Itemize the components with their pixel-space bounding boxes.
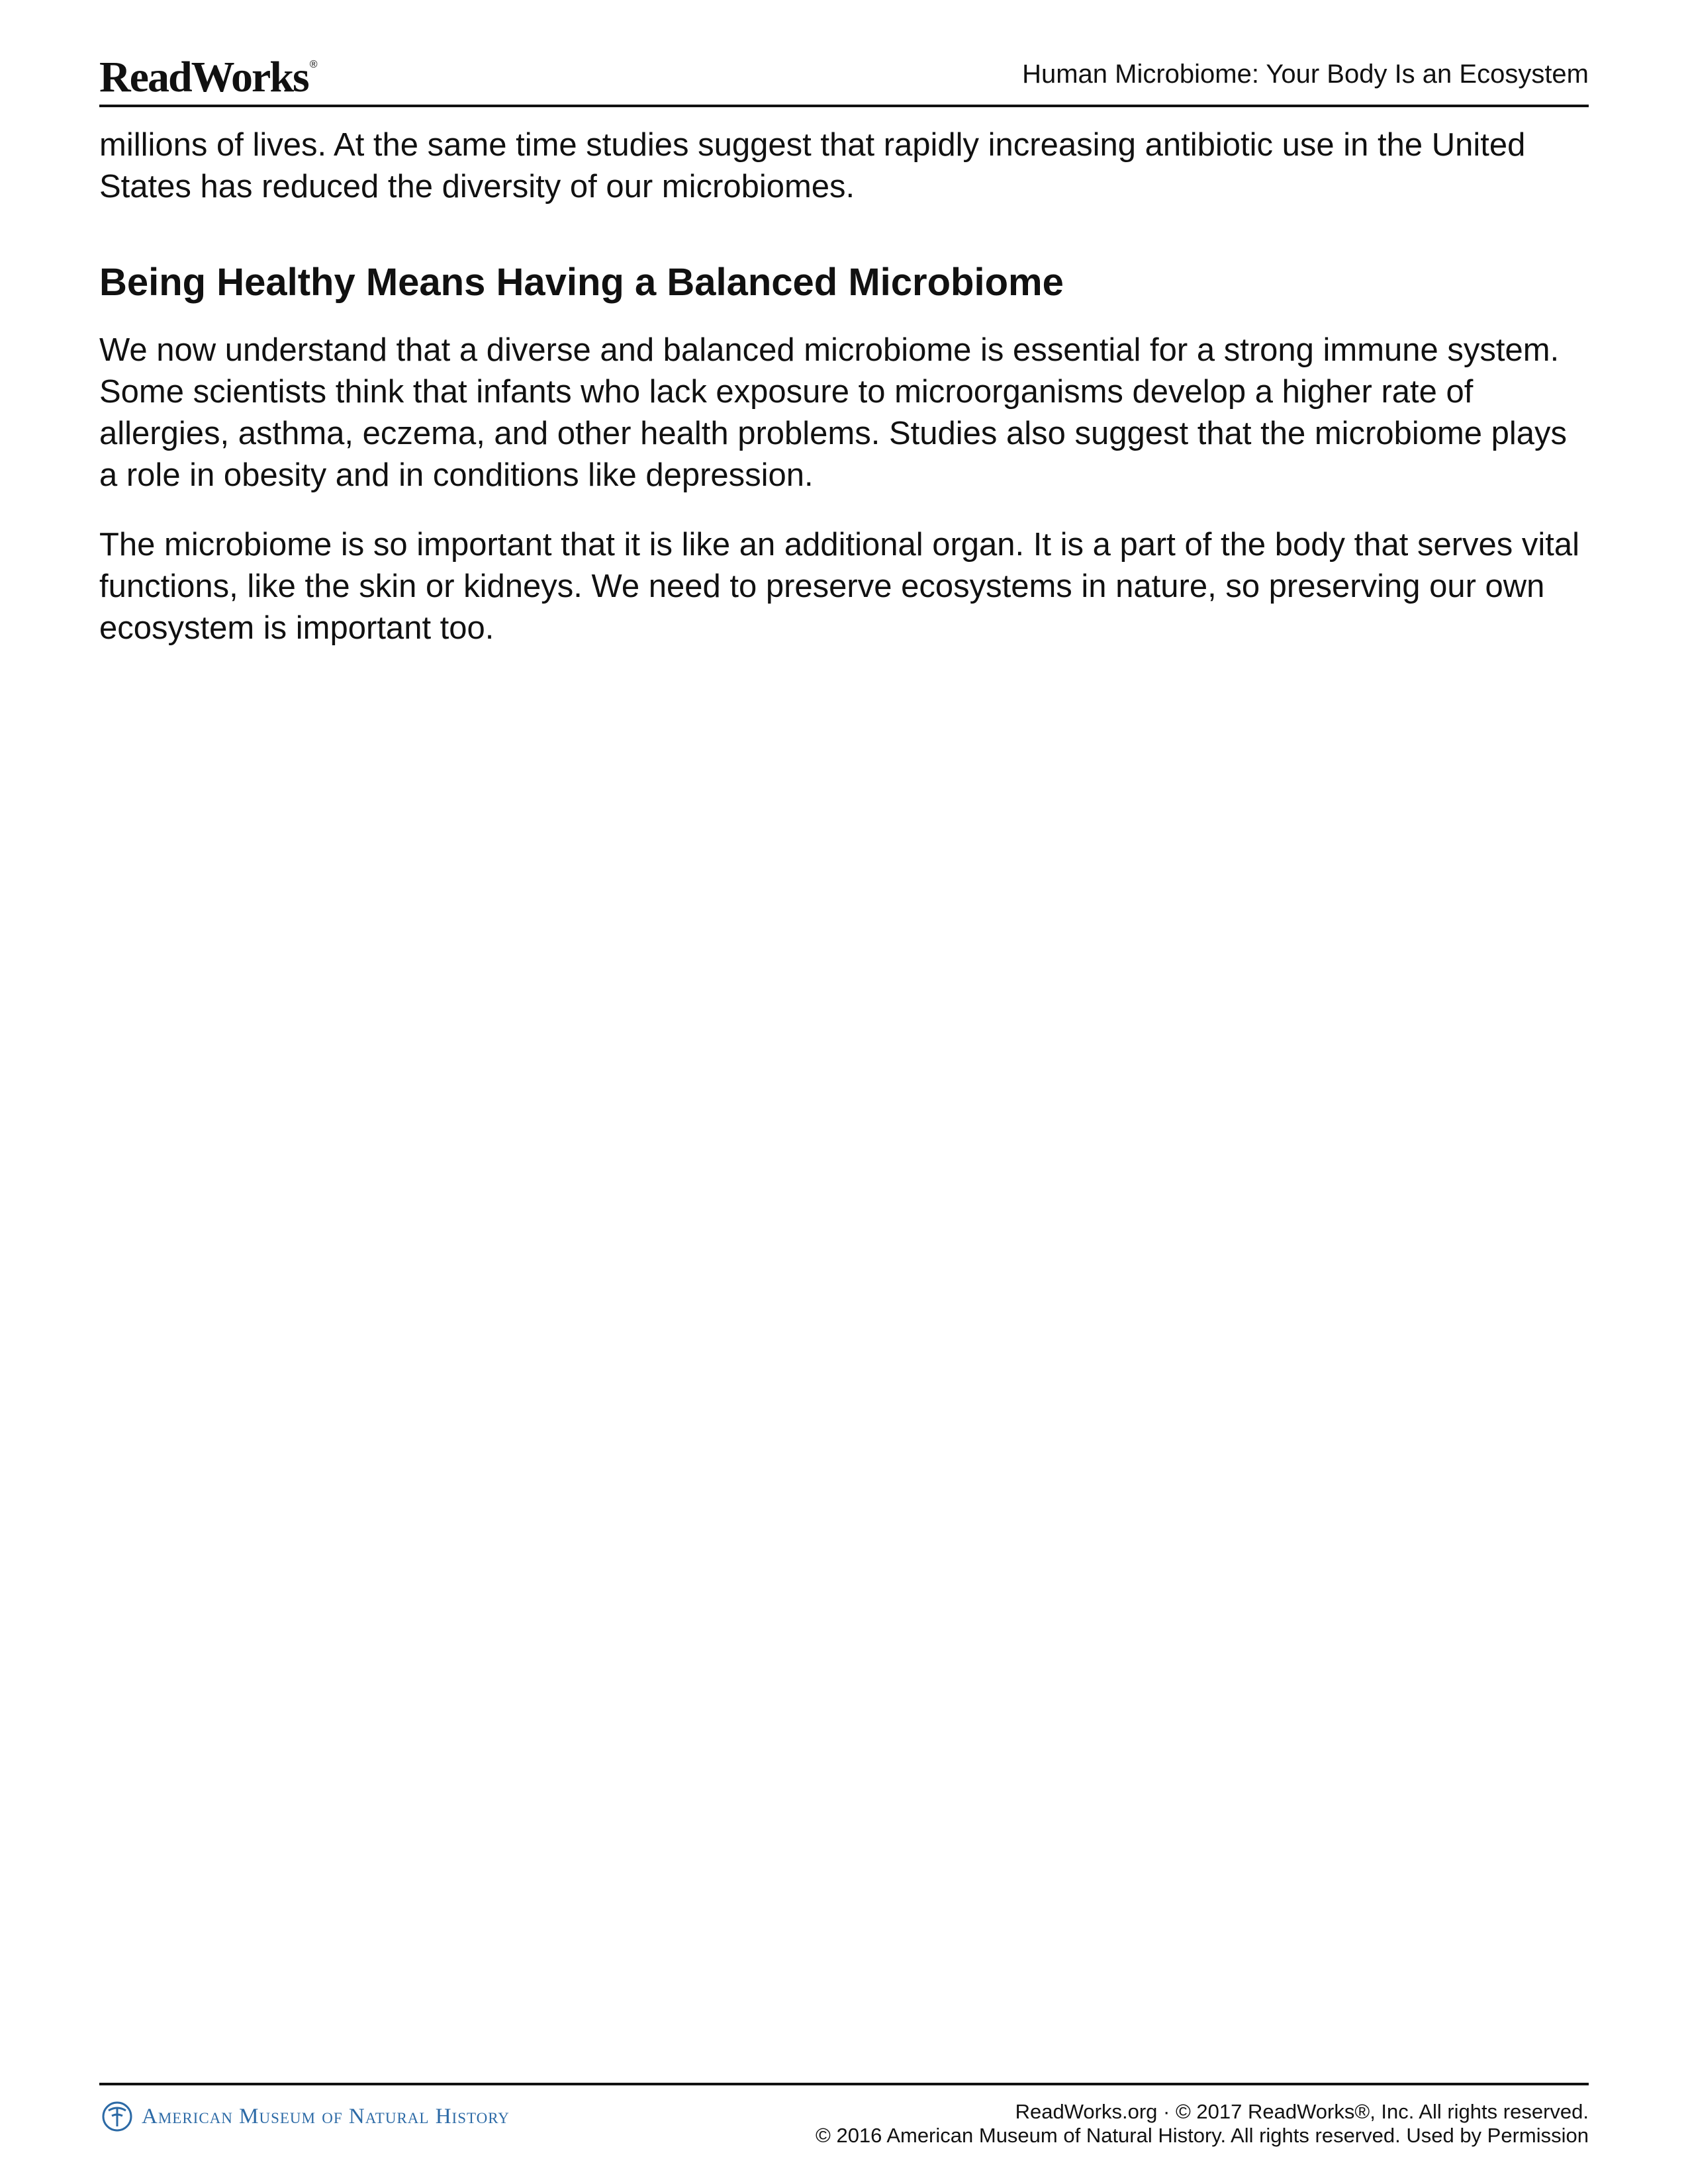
copyright-line-museum: © 2016 American Museum of Natural History. All rights reserved. Used by Permission (816, 2124, 1589, 2147)
logo-registered-mark: ® (309, 59, 316, 70)
page-header (99, 53, 1589, 107)
paragraph-continued: millions of lives. At the same time studies suggest that rapidly increasing antibiotic use in the United States has reduced the diversity of our microbiomes. (99, 127, 1526, 205)
museum-logo (101, 2100, 510, 2133)
article-body (99, 124, 1589, 677)
paragraph-additional-organ: The microbiome is so important that it is like an additional organ. It is a part of the body that serves vital functions, like the skin or kidneys. We need to preserve ecosystems in nature, so preserving our own ecosystem is important too. (99, 526, 1580, 646)
copyright-line-readworks: ReadWorks.org · © 2017 ReadWorks®, Inc. All rights reserved. (1015, 2100, 1589, 2123)
copyright-notice (816, 2100, 1589, 2148)
document-title: Human Microbiome: Your Body Is an Ecosystem (1022, 60, 1589, 89)
logo-text: ReadWorks (99, 53, 308, 101)
page-footer (99, 2083, 1589, 2145)
paragraph-immune-system: We now understand that a diverse and balanced microbiome is essential for a strong immune system. Some scientists think that infants who lack exposure to microorganisms develop a higher rate of allergies, asthma, eczema, and other health problems. Studies also suggest that the microbiome plays a role in obesity and in conditions like depression. (99, 332, 1568, 493)
museum-name: American Museum of Natural History (142, 2104, 510, 2128)
section-heading: Being Healthy Means Having a Balanced Microbiome (99, 261, 1064, 304)
readworks-logo (99, 53, 316, 101)
museum-emblem-icon (101, 2100, 134, 2133)
